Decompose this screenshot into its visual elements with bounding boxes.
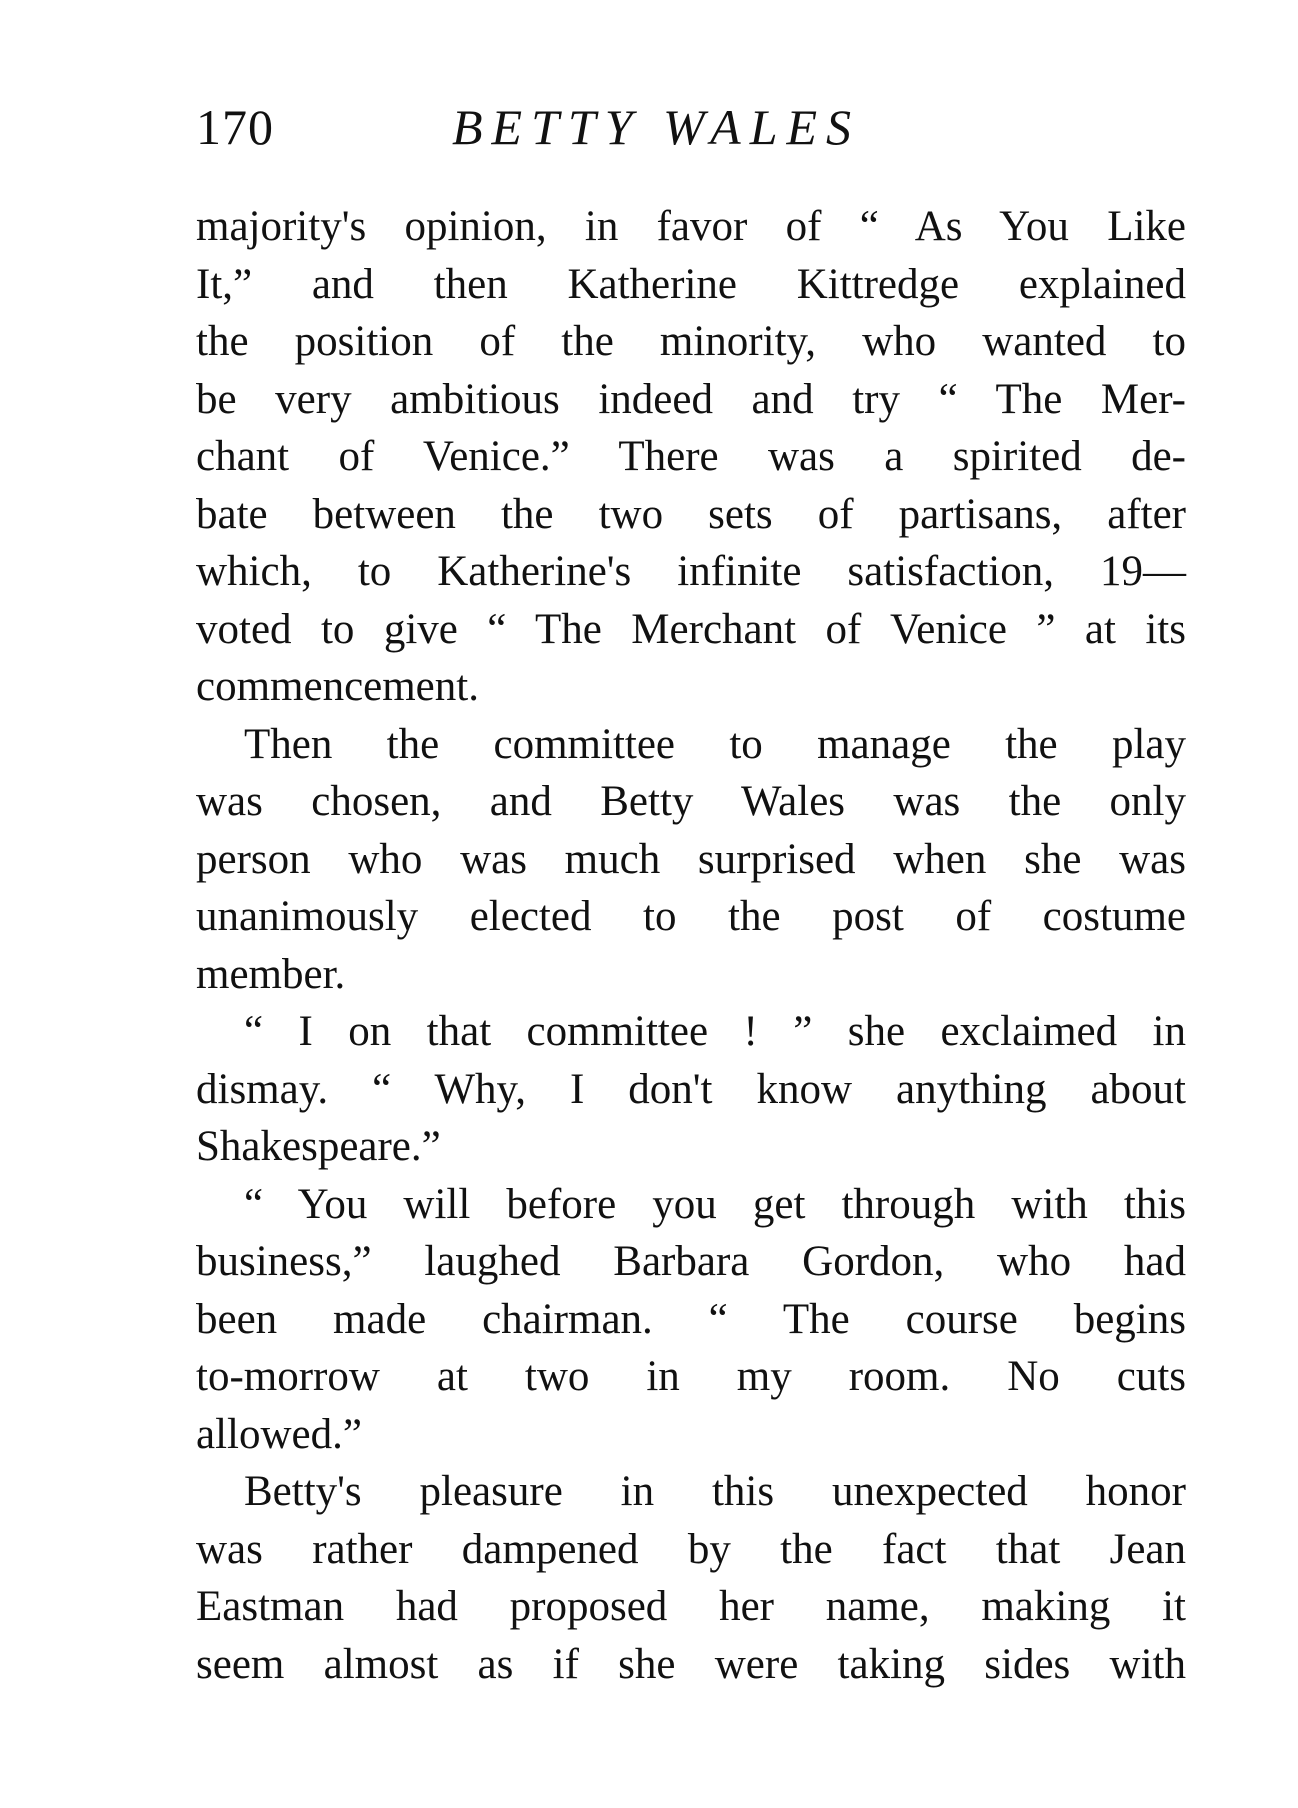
text-line: commencement. bbox=[196, 663, 479, 710]
text-line: chant of Venice.” There was a spirited de- bbox=[196, 433, 1186, 480]
body-text bbox=[196, 198, 1186, 1693]
text-line: was chosen, and Betty Wales was the only bbox=[196, 778, 1186, 825]
text-line: bate between the two sets of partisans, after bbox=[196, 490, 1186, 538]
text-line: allowed.” bbox=[196, 1410, 362, 1458]
text-line: which, to Katherine's infinite satisfaction, 19— bbox=[196, 548, 1186, 595]
text-line: the position of the minority, who wanted to bbox=[196, 318, 1186, 365]
text-line: voted to give “ The Merchant of Venice ” at its bbox=[196, 605, 1186, 653]
text-line: Shakespeare.” bbox=[196, 1123, 441, 1170]
page-number: 170 bbox=[196, 99, 274, 155]
text-line: to-morrow at two in my room. No cuts bbox=[196, 1353, 1186, 1400]
text-line: Betty's pleasure in this unexpected honor bbox=[244, 1468, 1186, 1515]
text-line: member. bbox=[196, 950, 346, 998]
text-line: “ I on that committee ! ” she exclaimed in bbox=[244, 1008, 1186, 1055]
text-line: majority's opinion, in favor of “ As You Like bbox=[196, 203, 1186, 250]
text-line: be very ambitious indeed and try “ The Mer- bbox=[196, 375, 1186, 423]
text-line: “ You will before you get through with this bbox=[244, 1180, 1186, 1228]
text-line: unanimously elected to the post of costume bbox=[196, 893, 1186, 940]
text-line: was rather dampened by the fact that Jean bbox=[196, 1525, 1186, 1573]
text-line: Eastman had proposed her name, making it bbox=[196, 1583, 1186, 1630]
text-line: Then the committee to manage the play bbox=[244, 720, 1186, 768]
page-header bbox=[196, 92, 1196, 162]
text-line: dismay. “ Why, I don't know anything about bbox=[196, 1065, 1186, 1113]
running-title: BETTY WALES bbox=[452, 99, 861, 155]
text-line: seem almost as if she were taking sides with bbox=[196, 1640, 1186, 1688]
text-line: person who was much surprised when she was bbox=[196, 835, 1186, 883]
text-line: business,” laughed Barbara Gordon, who had bbox=[196, 1238, 1186, 1285]
text-line: It,” and then Katherine Kittredge explained bbox=[196, 260, 1186, 308]
text-line: been made chairman. “ The course begins bbox=[196, 1295, 1186, 1343]
